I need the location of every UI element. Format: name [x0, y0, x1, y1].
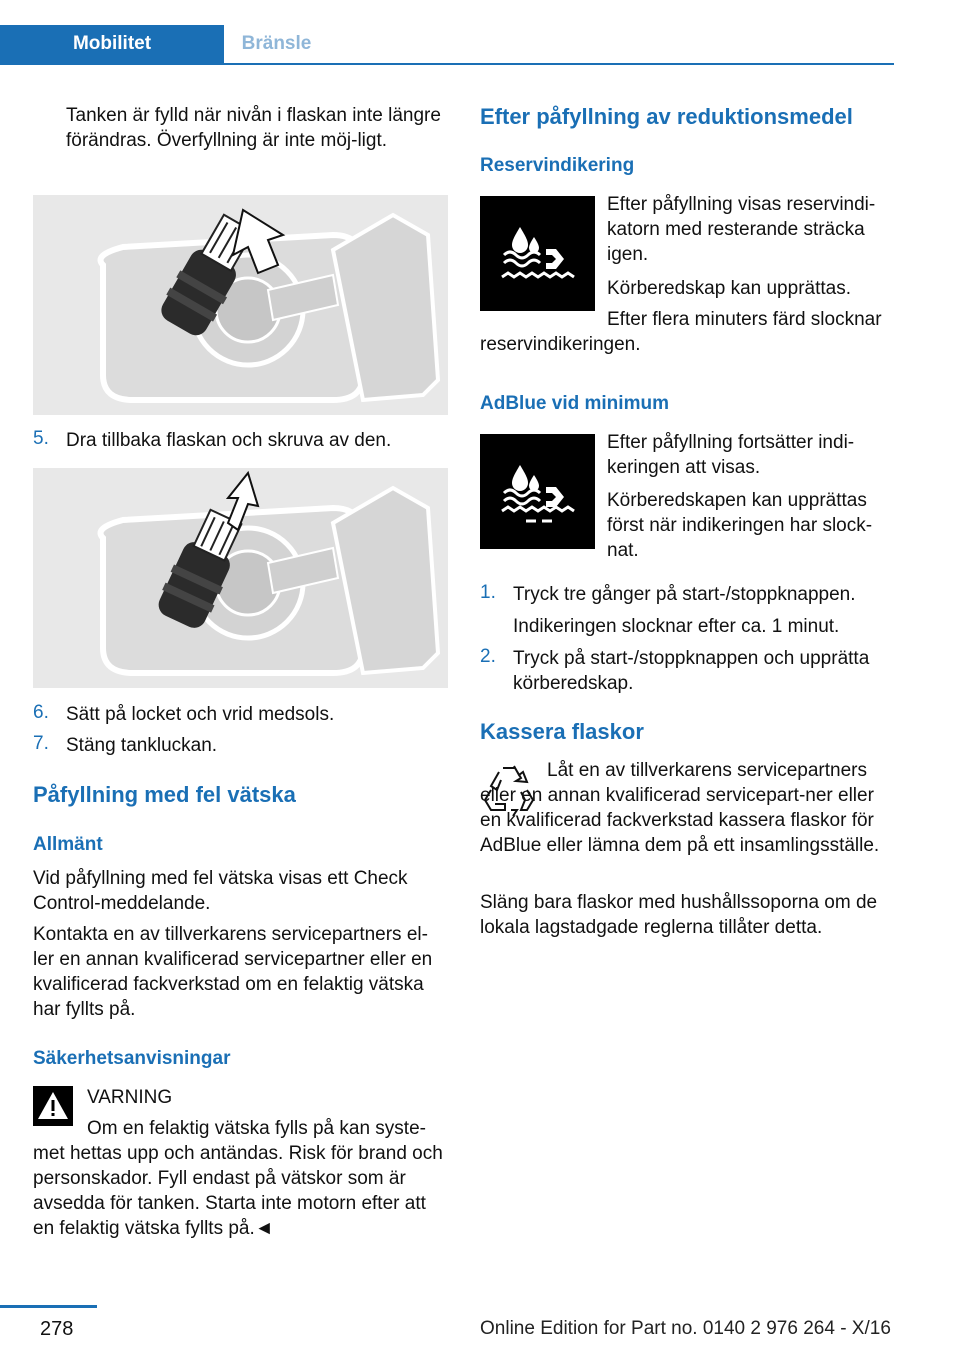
section-title-wrong-fluid: Påfyllning med fel vätska: [33, 782, 296, 807]
reserve-p3: Efter flera minuters färd slocknar reservindikeringen.: [480, 309, 882, 355]
subtitle-safety: Säkerhetsanvisningar: [33, 1048, 231, 1069]
photo-bottle-insert: [33, 195, 448, 415]
reserve-p1: Efter påfyllning visas reservindi‐katorn med resterande sträcka igen.: [607, 194, 876, 265]
section-title-dispose: Kassera flaskor: [480, 719, 644, 744]
reserve-p2: Körberedskap kan upprättas.: [607, 278, 851, 299]
tab-bransle[interactable]: Bränsle: [241, 33, 312, 54]
subtitle-reserve: Reservindikering: [480, 155, 635, 176]
step-1-text: Tryck tre gånger på start-/stoppknappen.: [513, 584, 856, 605]
min-p1: Efter påfyllning fortsätter indi‐keringen att visas.: [607, 432, 855, 478]
min-p2: Körberedskapen kan upprättas först när indikeringen har slock‐nat.: [607, 490, 873, 561]
dispose-p1: Låt en av tillverkarens servicepartners eller en annan kvalificerad servicepart‐ner eller en kvalificerad fackverkstad kassera flaskor för AdBlue eller lämna dem på ett insamlingsställe.: [480, 760, 880, 856]
edition-text: Online Edition for Part no. 0140 2 976 264 - X/16: [480, 1318, 891, 1339]
step-2-text: Tryck på start-/stoppknappen och upprätta körberedskap.: [513, 648, 870, 694]
step-7-number: 7.: [33, 733, 49, 754]
warning-text: Om en felaktig vätska fylls på kan syste‐met hettas upp och antändas. Risk för brand och personskador. Fyll endast på vätskor som är avsedda för tanken. Starta inte motorn efter att en felaktig vätska fyllts på.◄: [33, 1118, 443, 1239]
warning-label: VARNING: [87, 1087, 173, 1108]
allmant-p1: Vid påfyllning med fel vätska visas ett Check Control-meddelande.: [33, 868, 408, 914]
allmant-p2: Kontakta en av tillverkarens servicepartners el‐ler en annan kvalificerad servicepartner eller en kvalificerad fackverkstad om en felaktig vätska har fyllts på.: [33, 924, 433, 1020]
step-1-number: 1.: [480, 582, 496, 603]
photo-bottle-remove: [33, 468, 448, 688]
step-1-sub: Indikeringen slocknar efter ca. 1 minut.: [513, 616, 840, 637]
section-title-after-refill: Efter påfyllning av reduktionsmedel: [480, 104, 853, 129]
subtitle-allmant: Allmänt: [33, 834, 103, 855]
page-number: 278: [40, 1318, 74, 1340]
step-5-number: 5.: [33, 428, 49, 449]
step-2-number: 2.: [480, 646, 496, 667]
intro-text: Tanken är fylld när nivån i flaskan inte längre förändras. Överfyllning är inte möj‐ligt.: [66, 105, 441, 151]
tab-mobilitet[interactable]: Mobilitet: [0, 25, 224, 63]
footer-rule: [0, 1305, 97, 1308]
subtitle-min: AdBlue vid minimum: [480, 393, 669, 414]
step-6-number: 6.: [33, 702, 49, 723]
step-5-text: Dra tillbaka flaskan och skruva av den.: [66, 430, 392, 451]
dispose-p2: Släng bara flaskor med hushållssoporna om de lokala lagstadgade reglerna tillåter detta.: [480, 892, 878, 938]
step-7-text: Stäng tankluckan.: [66, 735, 218, 756]
adblue-minimum-icon: [480, 434, 595, 549]
step-6-text: Sätt på locket och vrid medsols.: [66, 704, 335, 725]
adblue-reserve-icon: [480, 196, 595, 311]
